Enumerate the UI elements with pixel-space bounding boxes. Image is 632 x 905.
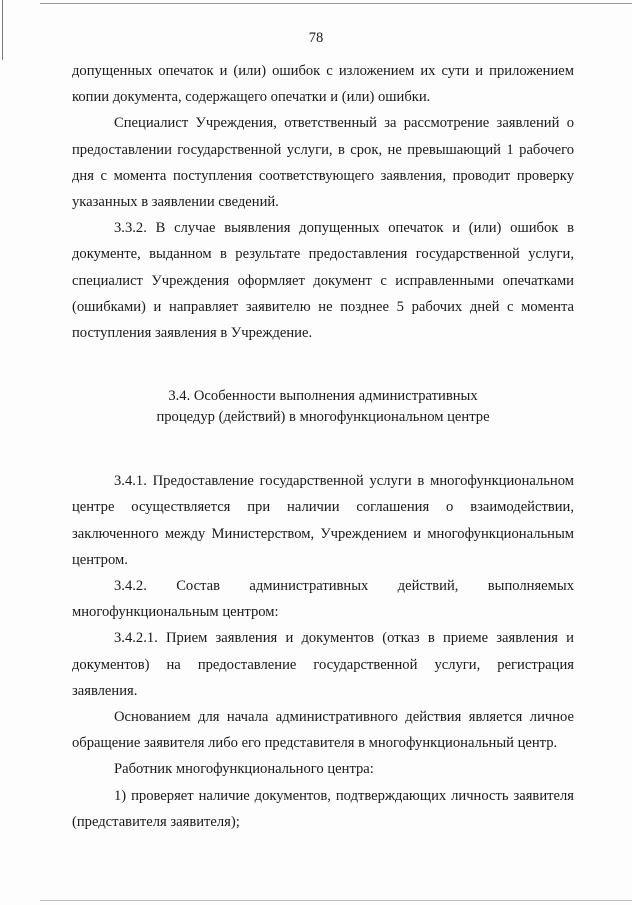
document-body <box>72 58 574 835</box>
paragraph-basis: Основанием для начала административного действия является личное обращение заявителя либо его представителя в многофункциональный центр. <box>72 709 574 752</box>
top-edge-rule <box>40 3 632 4</box>
paragraph-continuation: допущенных опечаток и (или) ошибок с изложением их сути и приложением копии документа, содержащего опечатки и (или) ошибки. <box>72 63 574 106</box>
list-item-1: 1) проверяет наличие документов, подтверждающих личность заявителя (представителя заявителя); <box>72 787 574 830</box>
paragraph-3-4-2-1: 3.4.2.1. Прием заявления и документов (отказ в приеме заявления и документов) на предоставление государственной услуги, регистрация заявления. <box>72 630 574 699</box>
paragraph-3-4-2: 3.4.2. Состав административных действий, выполняемых многофункциональным центром: <box>72 578 574 621</box>
paragraph-specialist-check: Специалист Учреждения, ответственный за рассмотрение заявлений о предоставлении государственной услуги, в срок, не превышающий 1 рабочего дня с момента поступления соответствующего заявления, проводит проверку указанных в заявлении сведений. <box>72 115 574 211</box>
section-heading-line-2: процедур (действий) в многофункциональном центре <box>156 409 490 426</box>
page-number: 78 <box>308 30 324 46</box>
section-heading-3-4 <box>72 386 574 428</box>
paragraph-worker: Работник многофункционального центра: <box>114 761 374 778</box>
bottom-edge-rule <box>40 900 632 901</box>
paragraph-3-4-1: 3.4.1. Предоставление государственной услуги в многофункциональном центре осуществляется при наличии соглашения о взаимодействии, заключенного между Министерством, Учреждением и многофункциональным центром. <box>72 473 574 568</box>
paragraph-3-3-2: 3.3.2. В случае выявления допущенных опечаток и (или) ошибок в документе, выданном в результате предоставления государственной услуги, специалист Учреждения оформляет документ с исправленными опечатками (ошибками) и направляет заявителю не позднее 5 рабочих дней с момента поступления заявления в Учреждение. <box>72 220 574 342</box>
section-heading-line-1: 3.4. Особенности выполнения административных <box>168 388 478 405</box>
